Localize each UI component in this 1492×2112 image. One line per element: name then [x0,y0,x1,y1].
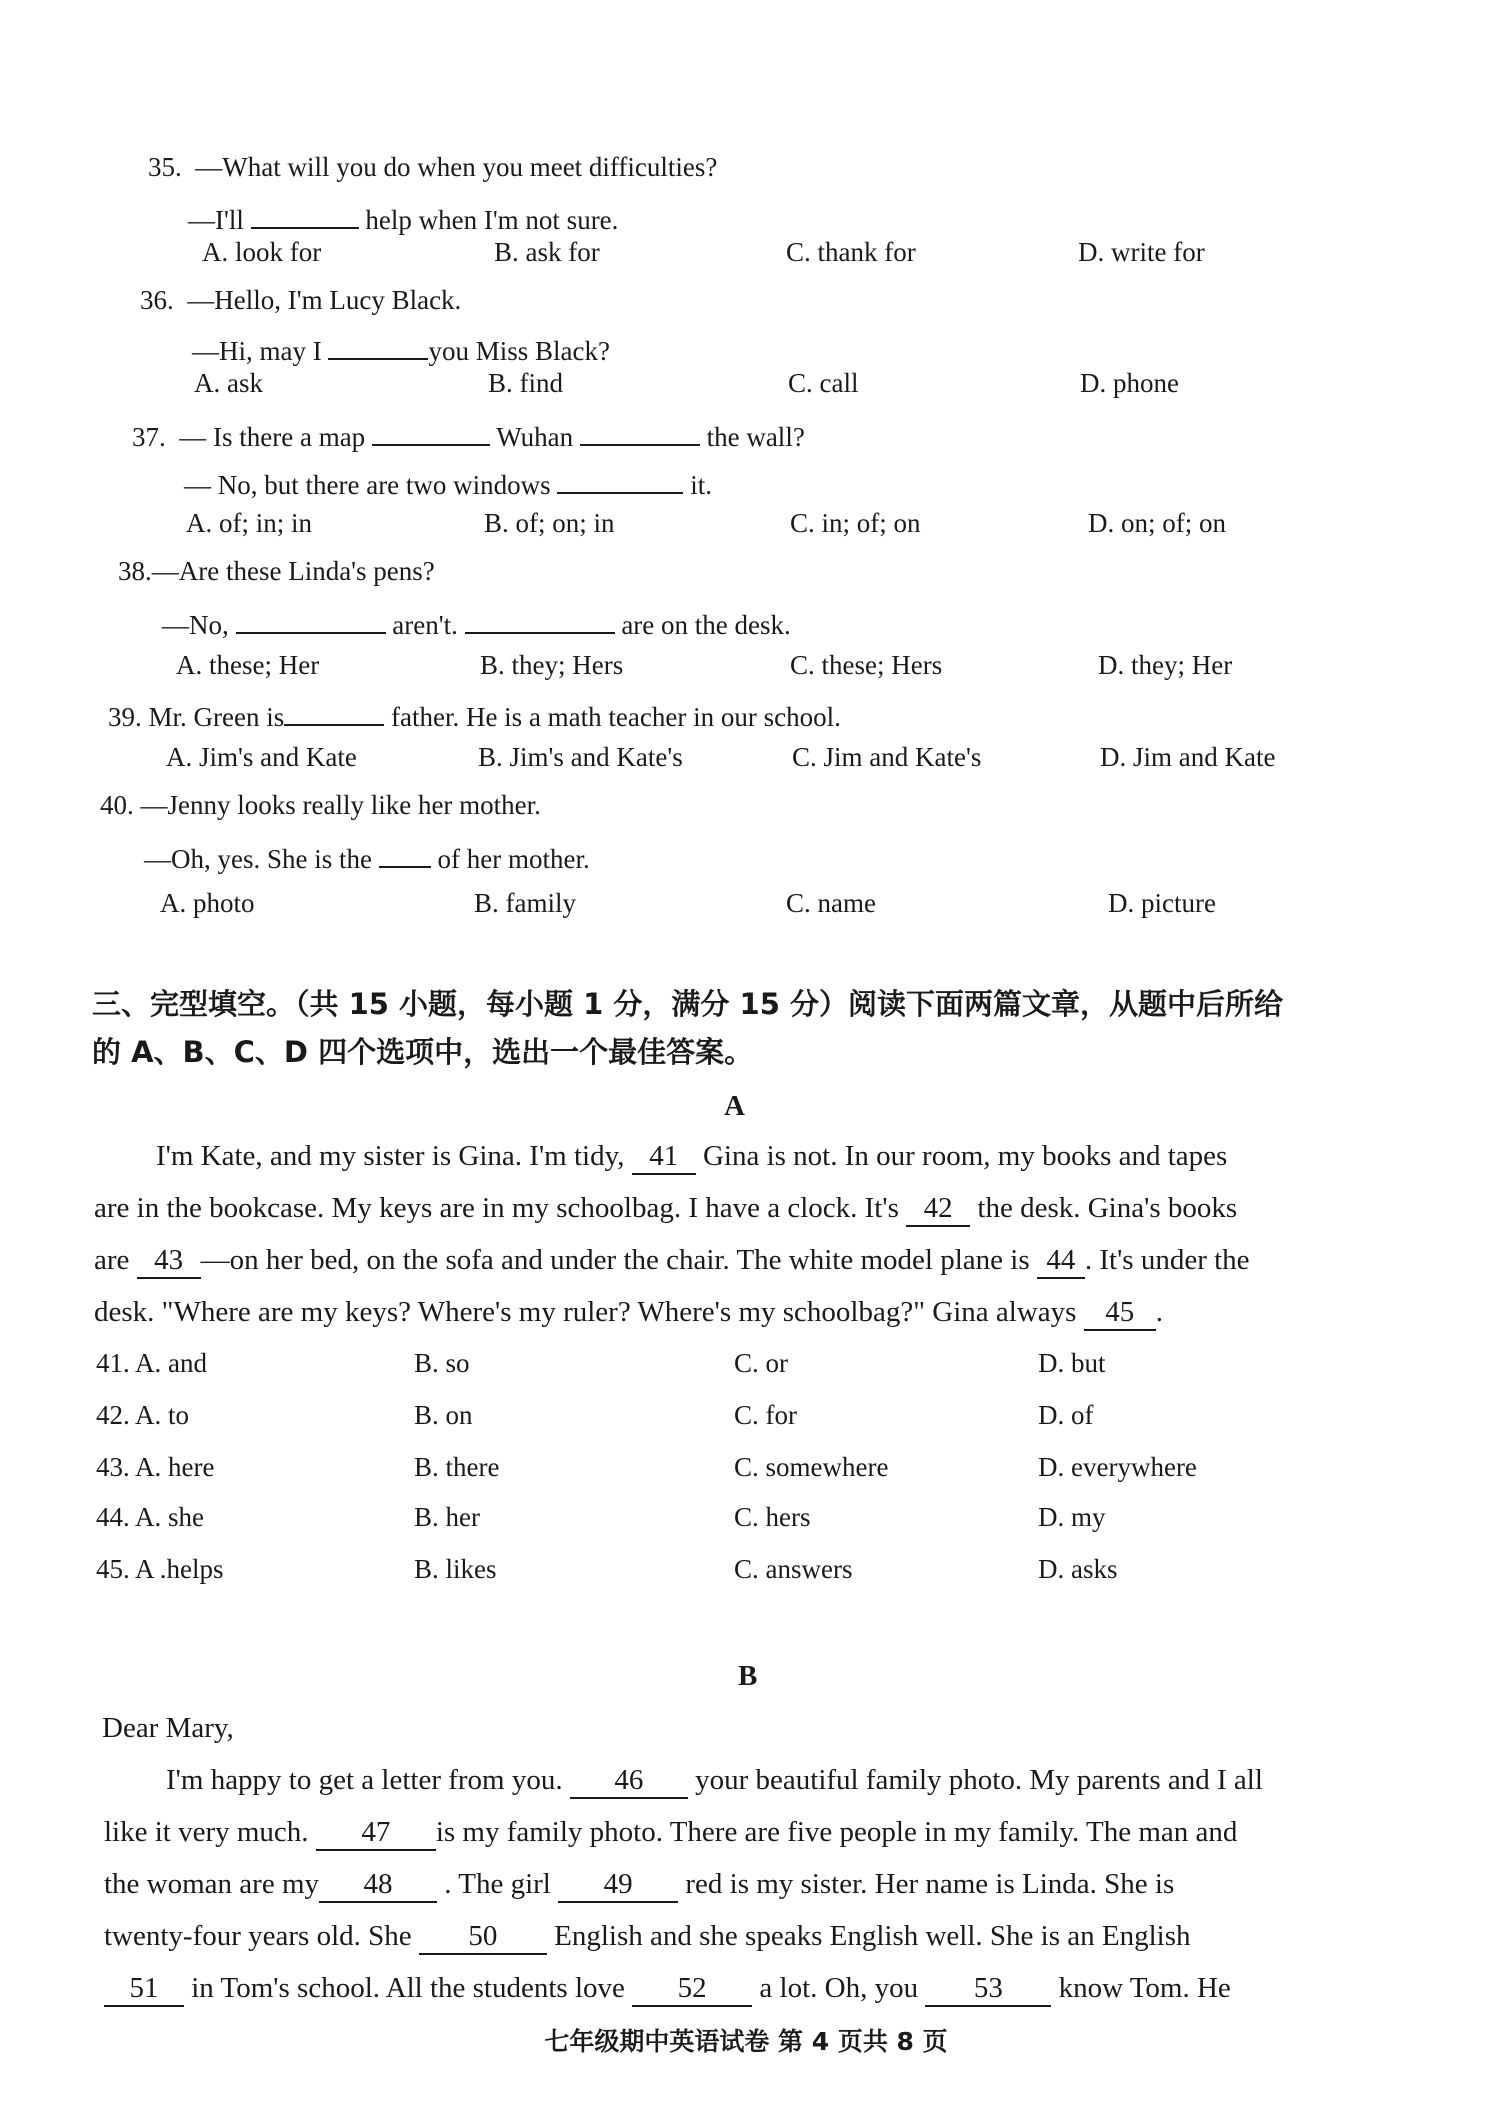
option-a: A. ask [194,368,263,398]
question-number: 36. [140,285,174,315]
question-text: Mr. Green is [148,702,285,732]
question-number: 38. [118,556,152,586]
passage-a-line-1 [156,1140,1227,1175]
question-text: —Jenny looks really like her mother. [140,790,541,820]
answer-middle: aren't. [392,610,458,640]
option-a: A. photo [160,888,255,918]
blank-43: 43 [137,1244,201,1279]
choice-45-d: D. asks [1038,1554,1118,1584]
option-a: A. look for [202,237,322,267]
option-b: B. they; Hers [480,650,624,680]
choice-45-c: C. answers [734,1554,853,1584]
answer-prefix: —No, [162,610,229,640]
option-d: D. Jim and Kate [1100,742,1276,772]
question-number: 40. [100,790,134,820]
passage-text: Gina is not. In our room, my books and tapes [702,1140,1228,1172]
passage-b-line-4 [104,1920,1191,1955]
question-39-stem [108,696,841,733]
passage-text: your beautiful family photo. My parents and I all [695,1764,1263,1796]
question-38-answer-line [162,604,791,641]
blank-44: 44 [1037,1244,1085,1279]
choice-41-c: C. or [734,1348,788,1378]
question-37-stem [132,416,805,453]
blank-46: 46 [570,1764,688,1799]
passage-b-line-2 [104,1816,1237,1851]
passage-text: the desk. Gina's books [977,1192,1238,1224]
option-c: C. Jim and Kate's [792,742,982,772]
blank-42: 42 [906,1192,970,1227]
option-a: A. of; in; in [186,508,312,538]
page-footer: 七年级期中英语试卷 第 4 页共 8 页 [544,2027,948,2056]
option-b: B. family [474,888,576,918]
answer-suffix: it. [690,470,712,500]
section-heading: 三、完型填空。（共 15 小题，每小题 1 分，满分 15 分）阅读下面两篇文章，从题中后所给 [92,987,1283,1021]
option-c: C. these; Hers [790,650,943,680]
option-c: C. in; of; on [790,508,921,538]
option-a: A. Jim's and Kate [166,742,357,772]
passage-a-line-4 [94,1296,1163,1331]
passage-text: —on her bed, on the sofa and under the chair. The white model plane is [200,1244,1030,1276]
question-text: —Hello, I'm Lucy Black. [187,285,462,315]
blank-53: 53 [925,1972,1051,2007]
passage-text: . The girl [444,1868,551,1900]
passage-b-line-5 [104,1972,1231,2007]
answer-prefix: — No, but there are two windows [184,470,551,500]
answer-blank [251,199,359,229]
option-d: D. phone [1080,368,1179,398]
answer-blank [328,330,428,360]
answer-prefix: —I'll [188,205,244,235]
question-38-stem [118,556,435,587]
option-b: B. Jim's and Kate's [478,742,683,772]
blank-47: 47 [316,1816,436,1851]
passage-text: in Tom's school. All the students love [191,1972,625,2004]
question-35-answer-line [188,199,618,236]
blank-52: 52 [632,1972,752,2007]
choice-41-b: B. so [414,1348,470,1378]
option-d: D. write for [1078,237,1205,267]
answer-suffix: of her mother. [437,844,590,874]
answer-prefix: —Hi, may I [192,336,322,366]
blank-49: 49 [558,1868,678,1903]
section-heading-line2: 的 A、B、C、D 四个选项中，选出一个最佳答案。 [92,1035,754,1069]
passage-text: a lot. Oh, you [759,1972,919,2004]
passage-text: like it very much. [104,1816,309,1848]
choice-44-c: C. hers [734,1502,811,1532]
passage-text: English and she speaks English well. She is an English [554,1920,1191,1952]
option-c: C. name [786,888,876,918]
choice-45-a: 45. A .helps [96,1554,224,1584]
question-text: the wall? [706,422,805,452]
answer-blank [236,604,386,634]
passage-a-line-3 [94,1244,1250,1279]
answer-suffix: help when I'm not sure. [365,205,619,235]
answer-suffix: are on the desk. [621,610,791,640]
option-c: C. call [788,368,859,398]
answer-prefix: —Oh, yes. She is the [144,844,372,874]
question-text: —Are these Linda's pens? [151,556,435,586]
blank-51: 51 [104,1972,184,2007]
option-b: B. find [488,368,564,398]
option-d: D. on; of; on [1088,508,1226,538]
passage-a-label: A [724,1090,745,1122]
choice-44-d: D. my [1038,1502,1106,1532]
answer-blank [379,838,431,868]
question-text: — Is there a map [179,422,366,452]
passage-text: I'm Kate, and my sister is Gina. I'm tidy, [156,1140,625,1172]
passage-text: know Tom. He [1058,1972,1231,2004]
answer-blank [284,696,384,726]
choice-42-d: D. of [1038,1400,1094,1430]
question-35-stem [148,152,717,183]
choice-42-a: 42. A. to [96,1400,190,1430]
passage-text: are in the bookcase. My keys are in my schoolbag. I have a clock. It's [94,1192,899,1224]
question-36-stem [140,285,461,316]
passage-text: red is my sister. Her name is Linda. She is [685,1868,1175,1900]
blank-41: 41 [632,1140,696,1175]
choice-41-a: 41. A. and [96,1348,207,1378]
choice-43-d: D. everywhere [1038,1452,1197,1482]
option-d: D. picture [1108,888,1216,918]
letter-greeting: Dear Mary, [102,1712,234,1744]
blank-50: 50 [419,1920,547,1955]
passage-text: desk. "Where are my keys? Where's my ruler? Where's my schoolbag?" Gina always [94,1296,1077,1328]
choice-44-b: B. her [414,1502,480,1532]
choice-43-c: C. somewhere [734,1452,889,1482]
choice-41-d: D. but [1038,1348,1106,1378]
question-40-stem [100,790,541,821]
question-40-answer-line [144,838,590,875]
question-number: 35. [148,152,182,182]
answer-blank [557,464,683,494]
passage-b-line-3 [104,1868,1174,1903]
blank-45: 45 [1084,1296,1156,1331]
question-text: father. He is a math teacher in our school. [390,702,841,732]
option-a: A. these; Her [176,650,320,680]
passage-text: are [94,1244,130,1276]
option-b: B. ask for [494,237,600,267]
choice-44-a: 44. A. she [96,1502,204,1532]
choice-45-b: B. likes [414,1554,497,1584]
passage-text: . [1155,1296,1163,1328]
question-number: 37. [132,422,166,452]
blank-48: 48 [319,1868,437,1903]
question-36-answer-line [192,330,610,367]
passage-text: twenty-four years old. She [104,1920,412,1952]
passage-text: I'm happy to get a letter from you. [166,1764,563,1796]
passage-b-line-1 [166,1764,1263,1799]
option-d: D. they; Her [1098,650,1233,680]
question-text: Wuhan [496,422,574,452]
answer-suffix: you Miss Black? [428,336,610,366]
passage-text: the woman are my [104,1868,320,1900]
question-37-answer-line [184,464,712,501]
answer-blank [372,416,490,446]
option-b: B. of; on; in [484,508,615,538]
choice-43-b: B. there [414,1452,500,1482]
passage-b-label: B [738,1660,758,1692]
choice-43-a: 43. A. here [96,1452,215,1482]
passage-text: . It's under the [1084,1244,1250,1276]
option-c: C. thank for [786,237,916,267]
answer-blank [580,416,700,446]
choice-42-b: B. on [414,1400,473,1430]
choice-42-c: C. for [734,1400,797,1430]
passage-text: is my family photo. There are five people in my family. The man and [435,1816,1238,1848]
question-text: —What will you do when you meet difficulties? [195,152,718,182]
answer-blank [465,604,615,634]
question-number: 39. [108,702,142,732]
passage-a-line-2 [94,1192,1237,1227]
